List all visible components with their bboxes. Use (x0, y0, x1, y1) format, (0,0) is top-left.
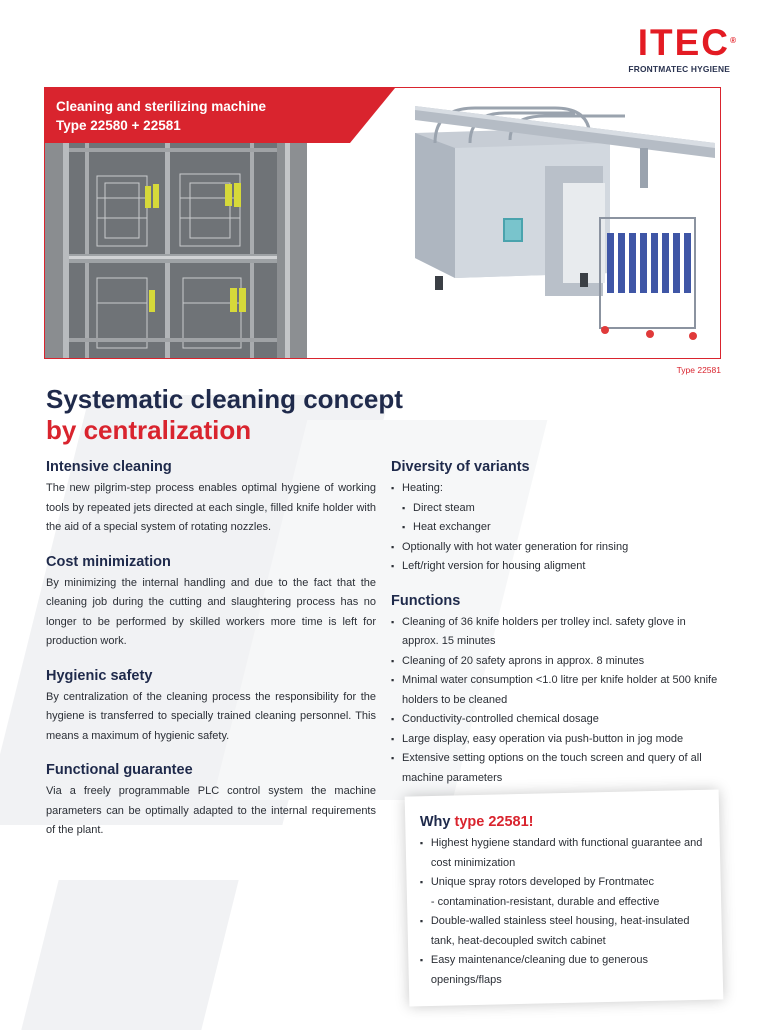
list-item: ▪ Cleaning of 36 knife holders per trolley incl. safety glove in approx. 15 minutes (391, 613, 721, 652)
list-item: ▪ Optionally with hot water generation for rinsing (391, 538, 721, 558)
machine-render (395, 88, 720, 358)
section-cost-minimization: Cost minimization By minimizing the internal handling and due to the fact that the cleaning job during the cutting and slaughtering process has no longer to be performed by skilled workers more time is left for production work. (46, 553, 376, 647)
section-functional-guarantee: Functional guarantee Via a freely programmable PLC control system the machine parameters can be optimally adapted to the internal requirements of the plant. (46, 762, 376, 836)
list-item: ▪ Conductivity-controlled chemical dosage (391, 710, 721, 730)
page-heading (46, 384, 403, 446)
hero-title: Cleaning and sterilizing machine Type 22580 + 22581 (56, 99, 267, 133)
list-item: ▪ Direct steam (391, 499, 721, 519)
list-item: ▪ Large display, easy operation via push-button in jog mode (391, 730, 721, 750)
why-title: Why type 22581! (419, 814, 534, 831)
list-item: ▪ Cleaning of 20 safety aprons in approx. 8 minutes (391, 652, 721, 672)
list-item: ▪ Extensive setting options on the touch screen and query of all machine parameters (391, 749, 721, 788)
list-item: ▪ Heat exchanger (391, 518, 721, 538)
left-column (46, 457, 376, 855)
list-item: ▪ Left/right version for housing aligment (391, 557, 721, 577)
heading-line-2: by centralization (46, 415, 252, 445)
list-item: ▪ Mnimal water consumption <1.0 litre per knife holder at 500 knife holders to be cleaned (391, 671, 721, 710)
list-item: ▪ Unique spray rotors developed by Frontmatec - contamination-resistant, durable and effective (420, 873, 707, 912)
image-caption: Type 22581 (676, 365, 721, 375)
section-variants: Diversity of variants ▪ Heating: ▪ Direct steam ▪ Heat exchanger ▪ Optionally with hot water generation for rinsing ▪ Left/right version for housing aligment (391, 457, 721, 577)
logo-registered-mark: ® (730, 36, 738, 45)
list-item: ▪ Double-walled stainless steel housing, heat-insulated tank, heat-decoupled switch cabinet (420, 912, 707, 951)
variants-list (391, 479, 721, 577)
why-type-box (405, 789, 724, 1006)
section-hygienic-safety: Hygienic safety By centralization of the cleaning process the responsibility for the hygiene is transferred to specially trained cleaning personnel. This means a maximum of hygienic safety. (46, 667, 376, 742)
background-shape (21, 880, 238, 1030)
list-item: ▪ Heating: (391, 479, 721, 499)
itec-logo (622, 22, 738, 74)
logo-brand: ITEC (637, 22, 730, 63)
section-intensive-cleaning: Intensive cleaning The new pilgrim-step process enables optimal hygiene of working tools by repeated jets directed at each single, filled knife holder with the aid of a special system of rotating nozzles. (46, 459, 376, 533)
heading-line-1: Systematic cleaning concept (46, 384, 403, 414)
list-item: ▪ Easy maintenance/cleaning due to generous openings/flaps (420, 951, 707, 990)
logo-subtitle: FRONTMATEC HYGIENE (628, 64, 730, 74)
functions-list (391, 613, 721, 789)
right-column (391, 457, 721, 802)
hero-panel (44, 87, 721, 359)
section-functions: Functions ▪ Cleaning of 36 knife holders per trolley incl. safety glove in approx. 15 minutes ▪ Cleaning of 20 safety aprons in approx. 8 minutes ▪ Mnimal water consumption <1.0 litre per knife holder at 500 knife holders to be cleaned ▪ Conductivity-controlled chemical dosage ▪ Large display, easy operation via push-button in jog mode ▪ Extensive setting options on the touch screen and query of all machine parameters (391, 591, 721, 789)
why-list (420, 834, 707, 990)
list-item: ▪ Highest hygiene standard with functional guarantee and cost minimization (420, 834, 707, 873)
